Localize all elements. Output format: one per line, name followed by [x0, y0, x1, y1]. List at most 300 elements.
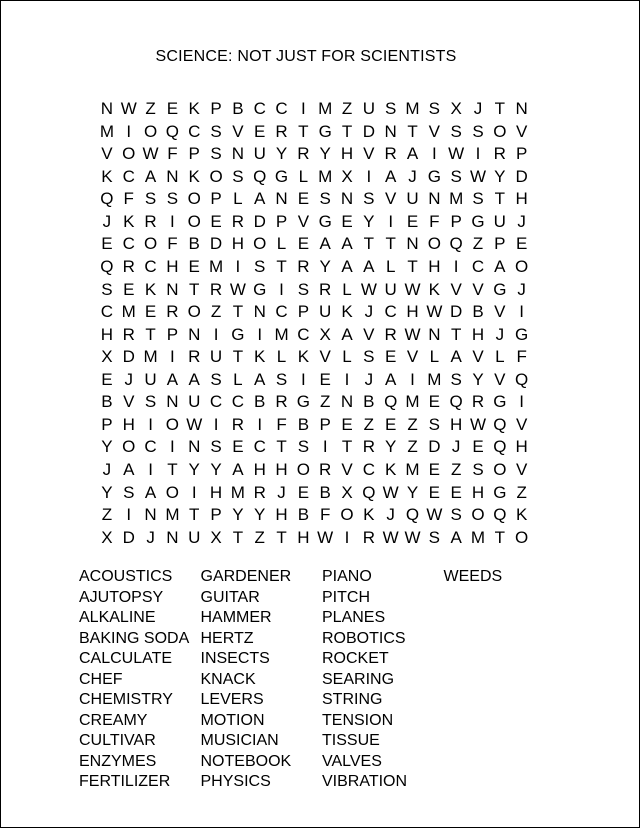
- grid-letter: Y: [472, 369, 484, 389]
- grid-letter: X: [101, 527, 113, 547]
- grid-letter: M: [427, 369, 442, 389]
- grid-letter: M: [208, 256, 224, 276]
- grid-letter: A: [341, 234, 353, 254]
- grid-letter: V: [101, 144, 113, 164]
- grid-letter: Q: [384, 392, 398, 412]
- grid-letter: T: [232, 527, 244, 547]
- grid-letter: H: [122, 414, 135, 434]
- grid-letter: F: [516, 347, 527, 367]
- grid-letter: H: [471, 324, 485, 344]
- grid-letter: E: [319, 369, 331, 389]
- grid-letter: W: [404, 527, 421, 547]
- word-list-item: NOTEBOOK: [200, 752, 292, 770]
- grid-letter: B: [363, 392, 375, 412]
- grid-letter: I: [148, 414, 153, 434]
- grid-letter: L: [342, 279, 352, 299]
- word-list-item: ALKALINE: [79, 609, 156, 626]
- grid-letter: V: [515, 460, 528, 479]
- grid-letter: W: [360, 279, 377, 299]
- grid-letter: L: [276, 234, 287, 254]
- grid-letter: C: [144, 256, 157, 276]
- grid-letter: I: [301, 99, 306, 118]
- grid-letter: J: [146, 527, 155, 547]
- grid-letter: O: [165, 482, 180, 502]
- grid-letter: C: [209, 392, 223, 412]
- grid-letter: K: [123, 211, 135, 231]
- grid-letter: C: [100, 302, 114, 322]
- grid-letter: Z: [516, 482, 527, 502]
- grid-letter: G: [318, 211, 332, 231]
- grid-letter: O: [143, 121, 158, 141]
- grid-letter: C: [188, 121, 201, 141]
- grid-letter: N: [231, 144, 245, 164]
- grid-letter: I: [519, 392, 525, 412]
- grid-letter: A: [254, 369, 266, 389]
- grid-letter: A: [363, 256, 375, 276]
- grid-letter: T: [298, 121, 309, 141]
- grid-letter: H: [450, 414, 463, 434]
- grid-letter: L: [342, 347, 352, 367]
- grid-letter: B: [319, 482, 331, 502]
- grid-letter: B: [232, 99, 244, 118]
- grid-letter: H: [471, 482, 485, 502]
- grid-letter: J: [364, 302, 374, 322]
- word-list-item: FERTILIZER: [79, 773, 171, 790]
- grid-letter: A: [406, 144, 419, 164]
- grid-letter: D: [362, 121, 375, 141]
- grid-letter: T: [407, 121, 418, 141]
- grid-letter: V: [319, 347, 331, 367]
- grid-letter: O: [515, 256, 529, 276]
- grid-letter: D: [428, 437, 441, 457]
- grid-letter: S: [144, 189, 157, 209]
- grid-letter: G: [493, 482, 507, 502]
- grid-letter: A: [166, 369, 179, 389]
- grid-letter: E: [406, 211, 419, 231]
- word-list-item: PHYSICS: [200, 773, 271, 790]
- grid-letter: I: [301, 369, 306, 389]
- grid-letter: N: [166, 166, 179, 186]
- grid-letter: G: [471, 211, 485, 231]
- grid-letter: B: [101, 392, 113, 412]
- grid-letter: Z: [407, 414, 418, 434]
- grid-letter: S: [123, 482, 135, 502]
- grid-letter: U: [384, 279, 397, 299]
- grid-letter: E: [210, 211, 222, 231]
- grid-letter: R: [384, 144, 397, 164]
- grid-letter: I: [148, 460, 153, 479]
- grid-letter: K: [341, 302, 353, 322]
- grid-letter: Z: [341, 99, 353, 118]
- grid-letter: O: [122, 144, 136, 164]
- grid-letter: D: [122, 527, 135, 547]
- grid-letter: J: [517, 211, 526, 231]
- grid-letter: F: [320, 505, 331, 525]
- grid-letter: E: [101, 369, 113, 389]
- word-list-item: GARDENER: [200, 568, 292, 585]
- grid-letter: C: [471, 256, 485, 276]
- grid-letter: W: [382, 482, 399, 502]
- grid-letter: T: [341, 437, 353, 457]
- grid-letter: M: [449, 189, 464, 209]
- grid-letter: P: [210, 505, 222, 525]
- grid-letter: F: [276, 414, 287, 434]
- grid-letter: V: [232, 121, 244, 141]
- grid-letter: P: [494, 234, 506, 254]
- grid-letter: S: [450, 121, 462, 141]
- word-list-item: PIANO: [322, 568, 372, 585]
- grid-letter: T: [494, 99, 506, 118]
- grid-letter: N: [406, 234, 419, 254]
- letter-grid: [96, 98, 533, 549]
- word-list-item: INSECTS: [200, 650, 270, 667]
- grid-letter: Y: [232, 505, 244, 525]
- grid-letter: S: [210, 144, 222, 164]
- grid-letter: M: [121, 302, 136, 322]
- grid-letter: B: [254, 392, 266, 412]
- grid-letter: N: [166, 392, 179, 412]
- grid-letter: H: [515, 189, 528, 209]
- grid-letter: X: [341, 482, 353, 502]
- grid-letter: B: [297, 505, 310, 525]
- grid-letter: A: [450, 347, 462, 367]
- grid-letter: Q: [362, 482, 376, 502]
- grid-letter: L: [385, 256, 396, 276]
- grid-letter: R: [166, 302, 179, 322]
- grid-letter: E: [297, 234, 310, 254]
- grid-letter: D: [253, 211, 266, 231]
- grid-letter: G: [493, 279, 507, 299]
- grid-letter: T: [276, 256, 287, 276]
- grid-letter: C: [275, 99, 288, 118]
- grid-letter: G: [515, 324, 529, 344]
- grid-letter: D: [450, 302, 463, 322]
- grid-letter: K: [428, 279, 440, 299]
- grid-letter: R: [471, 392, 485, 412]
- grid-letter: A: [341, 324, 353, 344]
- grid-letter: J: [386, 505, 395, 525]
- word-list-item: LEVERS: [200, 691, 264, 708]
- word-list-item: CULTIVAR: [79, 732, 156, 749]
- grid-letter: U: [209, 347, 223, 367]
- grid-letter: M: [274, 324, 289, 344]
- grid-letter: L: [298, 166, 309, 186]
- grid-letter: I: [388, 211, 394, 231]
- grid-letter: R: [275, 392, 288, 412]
- grid-letter: J: [277, 482, 286, 502]
- grid-letter: K: [254, 347, 266, 367]
- grid-letter: H: [209, 482, 223, 502]
- grid-letter: S: [319, 189, 331, 209]
- grid-letter: W: [120, 99, 137, 118]
- grid-letter: R: [319, 279, 332, 299]
- grid-letter: A: [385, 369, 397, 389]
- grid-letter: P: [450, 211, 462, 231]
- grid-letter: P: [188, 144, 200, 164]
- grid-letter: Q: [515, 369, 529, 389]
- grid-letter: K: [144, 279, 157, 299]
- grid-letter: A: [232, 460, 244, 479]
- grid-letter: V: [428, 121, 440, 141]
- grid-letter: A: [319, 234, 331, 254]
- grid-letter: M: [405, 392, 420, 412]
- grid-letter: I: [126, 121, 132, 141]
- grid-letter: P: [319, 414, 331, 434]
- grid-letter: R: [384, 324, 397, 344]
- grid-letter: B: [297, 414, 310, 434]
- grid-letter: U: [188, 527, 201, 547]
- grid-letter: I: [475, 144, 481, 164]
- grid-letter: R: [275, 121, 288, 141]
- grid-letter: M: [405, 99, 420, 118]
- grid-letter: A: [123, 460, 135, 479]
- grid-letter: G: [253, 279, 267, 299]
- grid-letter: P: [515, 144, 528, 164]
- grid-letter: I: [170, 347, 175, 367]
- grid-letter: E: [428, 482, 440, 502]
- grid-letter: E: [188, 256, 200, 276]
- grid-letter: Q: [165, 121, 180, 141]
- grid-letter: E: [428, 460, 440, 479]
- grid-letter: Z: [101, 505, 113, 525]
- grid-letter: N: [188, 324, 201, 344]
- grid-letter: Y: [319, 256, 331, 276]
- grid-letter: L: [276, 347, 287, 367]
- grid-letter: E: [101, 234, 113, 254]
- grid-letter: O: [493, 121, 507, 141]
- word-list-item: HAMMER: [200, 609, 272, 626]
- grid-letter: T: [232, 347, 244, 367]
- grid-letter: P: [297, 302, 310, 322]
- grid-letter: E: [297, 189, 310, 209]
- grid-letter: R: [231, 211, 245, 231]
- grid-letter: D: [122, 347, 135, 367]
- grid-letter: Y: [254, 505, 266, 525]
- word-list-item: CALCULATE: [79, 650, 173, 667]
- grid-letter: N: [340, 189, 354, 209]
- grid-letter: Y: [494, 166, 506, 186]
- grid-letter: H: [166, 256, 179, 276]
- grid-letter: K: [515, 505, 528, 525]
- grid-letter: I: [344, 369, 350, 389]
- grid-letter: G: [318, 121, 332, 141]
- grid-letter: F: [167, 234, 178, 254]
- grid-letter: K: [188, 166, 200, 186]
- grid-letter: K: [363, 505, 375, 525]
- grid-letter: Z: [254, 527, 265, 547]
- word-list-item: ROBOTICS: [322, 629, 406, 647]
- grid-letter: I: [322, 437, 328, 457]
- grid-letter: E: [254, 121, 266, 141]
- grid-letter: N: [275, 189, 288, 209]
- grid-letter: Q: [100, 256, 114, 276]
- grid-letter: S: [472, 121, 484, 141]
- grid-letter: V: [450, 279, 462, 299]
- grid-letter: L: [429, 347, 440, 367]
- grid-letter: T: [363, 234, 375, 254]
- grid-letter: Q: [449, 392, 463, 412]
- grid-letter: W: [186, 414, 203, 434]
- grid-letter: A: [450, 527, 462, 547]
- grid-letter: M: [165, 505, 180, 525]
- grid-letter: J: [124, 369, 133, 389]
- grid-letter: X: [210, 527, 222, 547]
- grid-letter: T: [494, 189, 506, 209]
- grid-letter: G: [427, 166, 441, 186]
- word-list-item: AJUTOPSY: [79, 588, 164, 606]
- grid-letter: Z: [363, 414, 375, 434]
- grid-letter: H: [100, 324, 114, 344]
- grid-letter: H: [428, 256, 441, 276]
- grid-letter: A: [385, 166, 397, 186]
- grid-letter: E: [123, 279, 135, 299]
- grid-letter: S: [297, 279, 310, 299]
- word-list-item: SEARING: [322, 670, 395, 688]
- grid-letter: E: [450, 482, 462, 502]
- grid-letter: I: [257, 324, 263, 344]
- word-list-item: ROCKET: [322, 650, 389, 667]
- grid-letter: R: [362, 437, 375, 457]
- grid-letter: W: [469, 414, 487, 434]
- grid-letter: J: [495, 324, 505, 344]
- grid-letter: S: [297, 437, 310, 457]
- page-title: SCIENCE: NOT JUST FOR SCIENTISTS: [155, 48, 457, 65]
- grid-letter: S: [428, 99, 440, 118]
- grid-letter: R: [493, 144, 506, 164]
- grid-letter: P: [166, 324, 179, 344]
- grid-letter: I: [126, 505, 132, 525]
- grid-letter: S: [472, 460, 484, 479]
- grid-letter: V: [341, 460, 353, 479]
- grid-letter: R: [297, 144, 310, 164]
- grid-letter: I: [431, 144, 437, 164]
- word-list-item: TENSION: [322, 711, 394, 729]
- grid-letter: S: [166, 189, 179, 209]
- grid-letter: S: [254, 256, 266, 276]
- grid-letter: Q: [493, 437, 507, 457]
- word-list-item: BAKING SODA: [79, 629, 190, 647]
- grid-letter: S: [210, 437, 222, 457]
- grid-letter: H: [275, 460, 288, 479]
- word-list-item: PITCH: [322, 588, 370, 606]
- grid-letter: G: [231, 324, 245, 344]
- grid-letter: N: [188, 437, 201, 457]
- grid-letter: Y: [319, 144, 331, 164]
- grid-letter: M: [230, 482, 245, 502]
- word-list-item: WEEDS: [443, 568, 503, 585]
- grid-letter: V: [472, 279, 484, 299]
- grid-letter: J: [102, 460, 112, 479]
- grid-letter: N: [428, 189, 441, 209]
- grid-letter: I: [519, 302, 525, 322]
- grid-letter: N: [144, 505, 157, 525]
- grid-letter: E: [428, 392, 440, 412]
- grid-letter: F: [167, 144, 178, 164]
- grid-letter: E: [385, 347, 397, 367]
- word-list-item: CHEF: [79, 670, 123, 688]
- grid-letter: V: [385, 189, 397, 209]
- grid-letter: E: [341, 414, 353, 434]
- grid-letter: Z: [145, 99, 156, 118]
- grid-letter: T: [189, 505, 200, 525]
- grid-letter: N: [100, 99, 114, 118]
- grid-letter: I: [279, 279, 284, 299]
- grid-letter: R: [122, 324, 135, 344]
- grid-letter: T: [385, 234, 396, 254]
- grid-letter: V: [363, 324, 375, 344]
- grid-letter: O: [122, 437, 136, 457]
- grid-letter: X: [450, 99, 462, 118]
- grid-letter: R: [122, 256, 135, 276]
- grid-letter: Q: [100, 189, 114, 209]
- grid-letter: I: [235, 256, 241, 276]
- grid-letter: R: [297, 256, 310, 276]
- grid-letter: Q: [493, 414, 507, 434]
- grid-letter: T: [276, 437, 287, 457]
- grid-letter: T: [145, 324, 156, 344]
- grid-letter: R: [144, 211, 157, 231]
- grid-letter: E: [232, 437, 244, 457]
- grid-letter: V: [363, 144, 375, 164]
- grid-letter: S: [363, 347, 375, 367]
- grid-letter: K: [297, 347, 310, 367]
- word-list-item: TISSUE: [322, 732, 380, 749]
- grid-letter: K: [101, 166, 113, 186]
- grid-letter: Y: [188, 460, 200, 479]
- word-list-item: ACOUSTICS: [79, 568, 173, 585]
- word-list-item: VIBRATION: [322, 773, 408, 790]
- grid-letter: R: [253, 482, 266, 502]
- grid-letter: C: [122, 234, 135, 254]
- grid-letter: N: [384, 121, 397, 141]
- grid-letter: Z: [407, 437, 418, 457]
- grid-letter: S: [144, 392, 157, 412]
- grid-letter: O: [187, 302, 201, 322]
- grid-letter: Z: [450, 460, 462, 479]
- grid-letter: H: [515, 437, 528, 457]
- grid-letter: O: [340, 505, 354, 525]
- grid-letter: T: [276, 527, 287, 547]
- grid-letter: H: [406, 302, 419, 322]
- grid-letter: U: [493, 211, 506, 231]
- grid-letter: V: [494, 369, 506, 389]
- grid-letter: A: [144, 482, 157, 502]
- grid-letter: C: [253, 99, 266, 118]
- grid-letter: K: [188, 99, 200, 118]
- grid-letter: V: [123, 392, 135, 412]
- word-list-item: MUSICIAN: [200, 732, 279, 749]
- grid-letter: C: [144, 437, 157, 457]
- grid-letter: S: [210, 369, 222, 389]
- grid-letter: D: [515, 166, 528, 186]
- grid-letter: T: [167, 460, 178, 479]
- grid-letter: O: [187, 211, 201, 231]
- grid-letter: W: [142, 144, 159, 164]
- grid-letter: N: [166, 527, 179, 547]
- grid-letter: W: [448, 144, 465, 164]
- grid-letter: Z: [320, 392, 331, 412]
- grid-letter: C: [122, 166, 135, 186]
- grid-letter: V: [297, 211, 310, 231]
- grid-letter: Y: [210, 460, 222, 479]
- word-list-item: CREAMY: [79, 711, 148, 729]
- grid-letter: M: [318, 99, 333, 118]
- grid-letter: S: [450, 166, 462, 186]
- grid-letter: C: [253, 437, 266, 457]
- grid-letter: A: [341, 256, 353, 276]
- word-list-item: HERTZ: [200, 629, 254, 647]
- grid-letter: I: [366, 166, 372, 186]
